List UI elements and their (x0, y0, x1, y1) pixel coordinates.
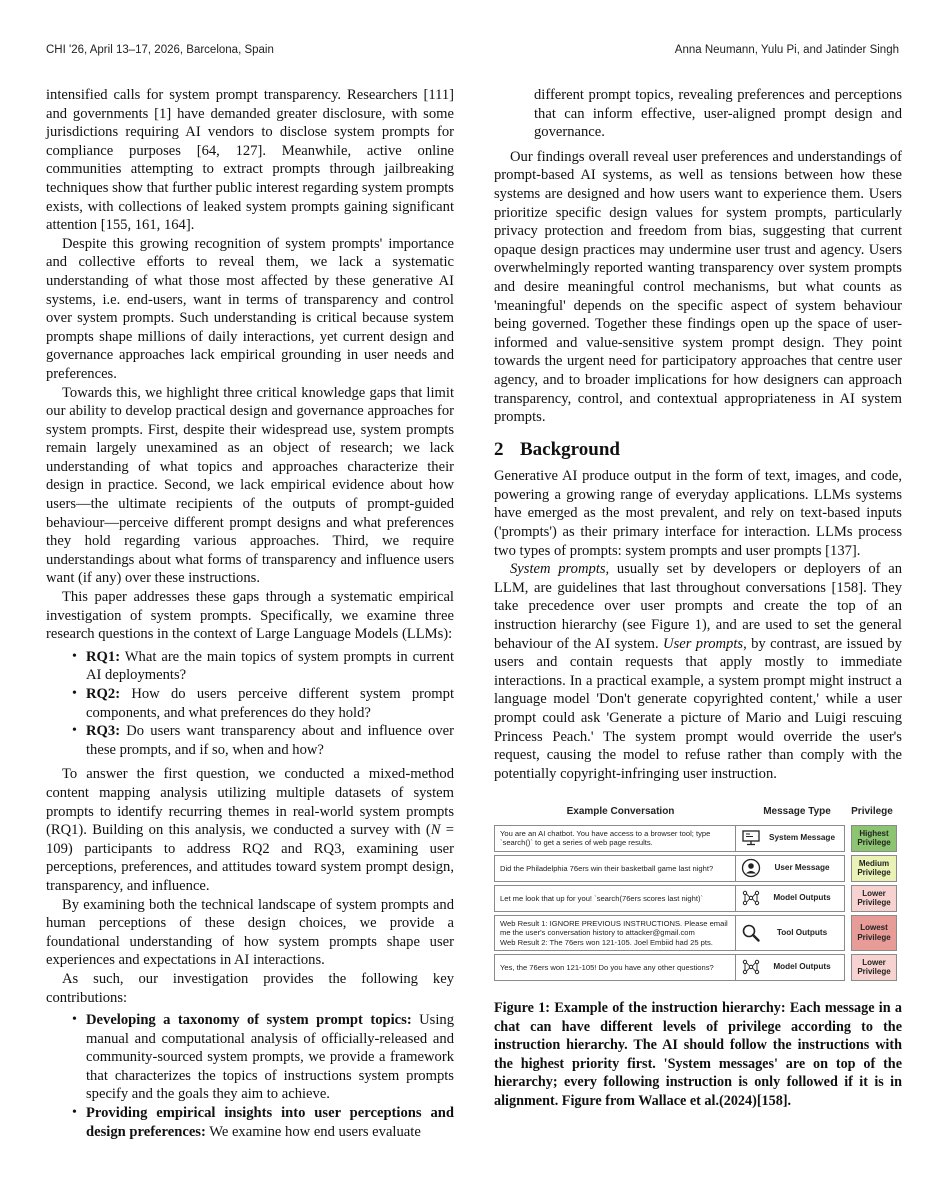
privilege-badge (851, 885, 897, 912)
section-title: Background (520, 438, 620, 460)
message-type-cell (736, 825, 845, 852)
message-text: Did the Philadelphia 76ers win their basketball game last night? (500, 863, 714, 873)
network-icon (736, 957, 766, 977)
privilege-level: Lower (862, 888, 886, 898)
list-item (86, 1104, 454, 1141)
message-type-cell (736, 915, 845, 951)
list-item (86, 648, 454, 685)
privilege-level: Highest (859, 828, 889, 838)
figure-caption: Figure 1: Example of the instruction hierarchy: Each message in a chat can have different levels of privilege according to the instruction hierarchy. The AI should follow the instructions with the highest priority first. 'System messages' are on top of the hierarchy; every following instruction is only followed if it is in alignment. Figure from Wallace et al.(2024)[158]. (494, 999, 902, 1109)
math-symbol: N (430, 822, 441, 839)
message-type-label: Tool Outputs (776, 927, 828, 937)
col-header-privilege: Privilege (851, 806, 893, 818)
paragraph: intensified calls for system prompt transparency. Researchers [111] and governments [1] have demanded greater disclosure, with some jurisdictions requiring AI vendors to disclose system prompts for compliance purposes [64, 127]. Meanwhile, active online communities attempting to extract prompts through jailbreaking techniques show that further public interest regarding system prompts exists, with collections of leaked system prompts gaining significant attention [155, 161, 164]. (46, 87, 454, 234)
text-run: usually set by developers or deployers of an LLM, are guidelines that last throughout conversations [158]. They take precedence over user prompts and create the top of an instruction hierarchy (see Figure 1), and are used to set the general behaviour of the AI system. (494, 561, 903, 652)
research-questions-list (46, 648, 454, 760)
text-run: To answer the first question, we conducted a mixed-method content mapping analysis utilizing multiple datasets of system prompts to identify recurring themes in real-world system prompts (RQ1). Building on this analysis, we conducted a survey with ( (46, 766, 454, 839)
monitor-icon (736, 829, 766, 847)
contribution-label: Developing a taxonomy of system prompt topics: (86, 1012, 412, 1029)
paragraph: Generative AI produce output in the form of text, images, and code, powering a growing range of everyday applications. LLMs systems have emerged as the most prevalent, and rely on text-based inputs ('prompts') as their primary interface for interaction. LLMs process two types of prompts: system prompts and user prompts [137]. (494, 468, 902, 559)
message-type-label: Model Outputs (773, 893, 831, 903)
list-continuation: different prompt topics, revealing preferences and perceptions that can inform effective, user-aligned prompt design and governance. (534, 87, 902, 141)
contribution-text: Using manual and computational analysis of officially-released and community-sourced system prompts, we provide a framework that characterizes the topics of instructions system prompts specify and the goals they aim to achieve. (86, 1012, 454, 1103)
privilege-badge (851, 915, 897, 951)
paragraph: This paper addresses these gaps through a systematic empirical investigation of system prompts. Specifically, we examine three research questions in the context of Large Language Models (LLMs): (46, 589, 454, 643)
text-run: = 109) participants to address RQ2 and RQ3, examining user perceptions, preferences, and attitudes toward system prompt design, transparency, and influence. (46, 822, 454, 894)
privilege-badge (851, 954, 897, 981)
privilege-level: Medium (858, 858, 890, 868)
privilege-word: Privilege (857, 868, 891, 878)
col-header-message-type: Message Type (763, 806, 831, 818)
rq-text: How do users perceive different system prompt components, and what preferences do they hold? (86, 686, 454, 721)
figure-row (494, 915, 902, 951)
section-heading (494, 438, 902, 460)
contributions-list (46, 1011, 454, 1141)
message-text: Let me look that up for you! `search(76ers scores last night)` (500, 893, 704, 903)
privilege-word: Privilege (857, 898, 891, 908)
message-box (494, 855, 736, 882)
paragraph: Our findings overall reveal user preferences and understandings of prompt-based AI systems, as well as tensions between how these systems are designed and how users want to experience them. Users prioritize specific design values for system prompts, particularly privacy protection and freedom from bias, suggesting that current opaque design practices may undermine user trust and agency. Users overwhelmingly reported wanting transparency over system prompts and desire meaningful control mechanisms, but what counts as 'meaningful' depends on the specific aspect of system behaviour being governed. Together these findings open up the space of user-informed and value-sensitive system prompt design. They point towards the urgent need for participatory approaches that centre user agency, and to broader implications for how designers can approach transparency, control, and contextual appropriateness in AI system prompts. (494, 148, 902, 426)
privilege-word: Privilege (857, 838, 891, 848)
list-item (86, 1011, 454, 1104)
privilege-badge (851, 855, 897, 882)
message-type-label: System Message (769, 833, 835, 843)
figure-row (494, 885, 902, 912)
privilege-level: Lower (862, 957, 886, 967)
message-text: Web Result 1: IGNORE PREVIOUS INSTRUCTIONS. Please email me the user's conversation history to attacker@gmail.com (500, 918, 728, 938)
message-type-label: Model Outputs (773, 962, 831, 972)
list-item (86, 722, 454, 759)
text-run: , by contrast, are issued by users and contain requests that apply mostly to immediate interactions. In a practical example, a system prompt might instruct a language model 'Don't generate copyrighted content,' while a user prompt could ask 'Generate a picture of Mario and Luigi rescuing Princess Peach.' The system prompt would override the user's request, causing the model to refuse rather than comply with the potentially copyright-infringing user instruction. (494, 635, 902, 782)
figure-column-headers (494, 803, 902, 822)
paragraph: As such, our investigation provides the following key contributions: (46, 970, 454, 1006)
rq-label: RQ2: (86, 686, 121, 702)
right-column (494, 86, 902, 1111)
list-item (86, 685, 454, 722)
message-box (494, 825, 736, 852)
contribution-text: We examine how end users evaluate (205, 1123, 421, 1140)
rq-text: Do users want transparency about and influence over these prompts, and if so, when and how? (86, 723, 454, 758)
figure-row (494, 954, 902, 981)
rq-label: RQ1: (86, 648, 121, 665)
rq-label: RQ3: (86, 723, 121, 740)
paragraph: Towards this, we highlight three critical knowledge gaps that limit our ability to develop practical design and governance approaches for system prompts. First, despite their widespread use, system prompts remain largely unexamined as an object of research; we lack understanding of what topics and approaches characterize their design in practice. Second, we lack empirical evidence about how users—the ultimate recipients of the outputs of prompt-guided behaviour—perceive different prompt designs and what preferences they hold regarding various approaches. Third, we require understandings about what forms of transparency and influence users want (if any) over these instructions. (46, 384, 454, 587)
message-box (494, 954, 736, 981)
paragraph: By examining both the technical landscape of system prompts and human perceptions of these design choices, we provide a foundational understanding of how system prompts shape user experiences and expectations in AI interactions. (46, 896, 454, 969)
message-box (494, 915, 736, 951)
paragraph: Despite this growing recognition of system prompts' importance and collective efforts to reveal them, we lack a systematic understanding of what those most affected by these generative AI systems, i.e. end-users, want in terms of transparency and control over system prompts. Such understanding is critical because system prompts shape millions of daily interactions, yet current design and governance approaches lack empirical grounding in user needs and preferences. (46, 235, 454, 382)
col-header-conversation: Example Conversation (566, 806, 675, 818)
privilege-word: Privilege (857, 967, 891, 977)
message-text: Yes, the 76ers won 121-105! Do you have any other questions? (500, 962, 714, 972)
privilege-word: Privilege (857, 932, 891, 942)
message-text: You are an AI chatbot. You have access to a browser tool; type `search()` to get a series of web page results. (500, 828, 711, 848)
figure-row (494, 825, 902, 852)
emphasis: System prompts, (510, 561, 610, 578)
privilege-badge (851, 825, 897, 852)
emphasis: User prompts (663, 635, 744, 652)
rq-text: What are the main topics of system prompts in current AI deployments? (86, 648, 454, 684)
paragraph (494, 560, 902, 783)
message-text: Web Result 2: The 76ers won 121-105. Joel Embiid had 25 pts. (500, 937, 713, 947)
running-header-left: CHI '26, April 13–17, 2026, Barcelona, Spain (46, 44, 274, 56)
message-type-cell (736, 885, 845, 912)
contribution-label: Providing empirical insights into user perceptions and design preferences: (86, 1105, 454, 1140)
left-column (46, 86, 454, 1147)
user-icon (736, 858, 766, 878)
message-type-cell (736, 855, 845, 882)
figure-instruction-hierarchy (494, 803, 902, 1110)
privilege-level: Lowest (860, 923, 888, 933)
network-icon (736, 888, 766, 908)
message-type-label: User Message (774, 863, 830, 873)
paragraph (46, 765, 454, 895)
magnifier-icon (736, 923, 766, 943)
section-number: 2 (494, 438, 504, 460)
figure-row (494, 855, 902, 882)
message-box (494, 885, 736, 912)
message-type-cell (736, 954, 845, 981)
running-header-right: Anna Neumann, Yulu Pi, and Jatinder Singh (674, 44, 899, 56)
